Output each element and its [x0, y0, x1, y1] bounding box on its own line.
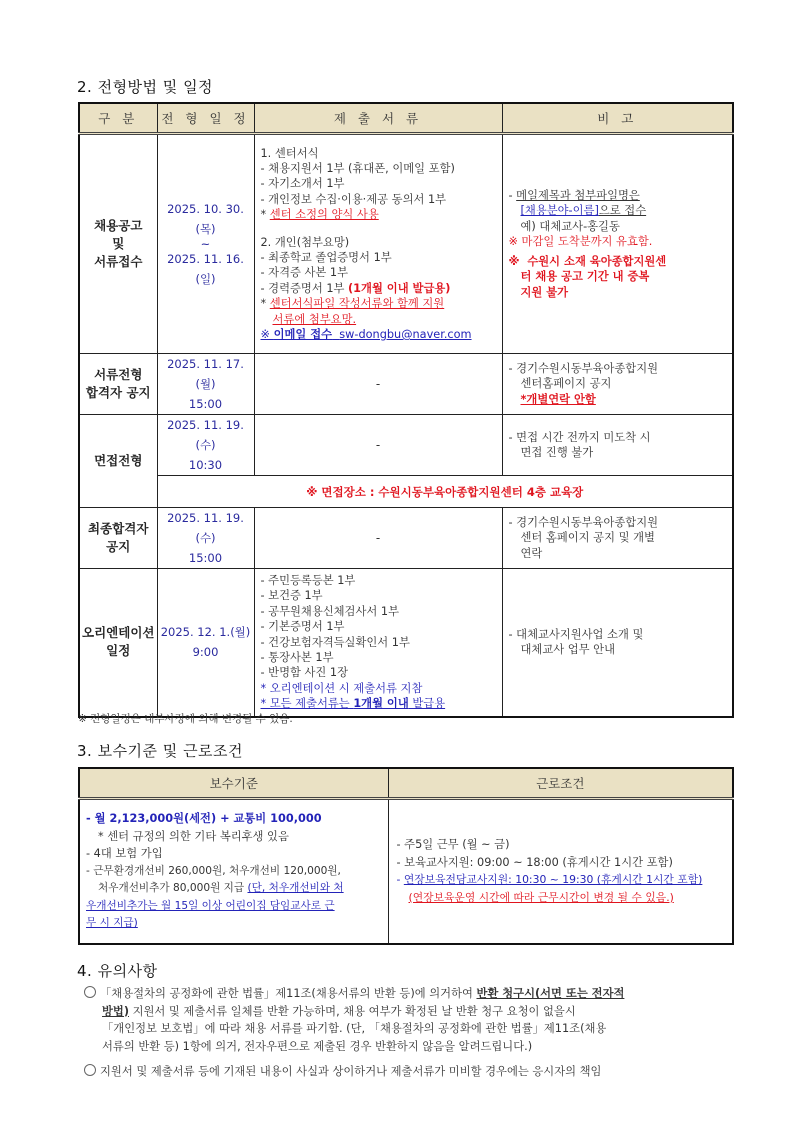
row-date: 2025. 10. 30.(목) ~ 2025. 11. 16.(일): [157, 134, 254, 354]
form-note: 센터 소정의 양식 사용: [269, 208, 379, 222]
header-documents: 제 출 서 류: [254, 103, 502, 134]
schedule-footnote: ※ 전형일정은 내부사정에 의해 변경될 수 있음.: [78, 713, 293, 725]
circle-bullet-icon: [84, 986, 96, 998]
salary-amount: - 월 2,123,000원(세전) + 교통비 100,000: [86, 812, 322, 825]
schedule-table: [78, 102, 734, 718]
row-notes: - 면접 시간 전까지 미도착 시 면접 진행 불가: [502, 415, 733, 476]
conditions-table: [78, 767, 734, 945]
row-date: 2025. 11. 19.(수) 15:00: [157, 508, 254, 569]
row-category: 채용공고 및 서류접수: [79, 134, 157, 354]
row-date: 2025. 11. 17.(월) 15:00: [157, 354, 254, 415]
section3-title: 3. 보수기준 및 근로조건: [77, 742, 244, 760]
table-row: [79, 134, 733, 354]
row-notes: - 경기수원시동부육아종합지원 센터홈페이지 공지 *개별연락 안함: [502, 354, 733, 415]
table-row: [79, 354, 733, 415]
header-notes: 비 고: [502, 103, 733, 134]
row-notes: - 대체교사지원사업 소개 및 대체교사 업무 안내: [502, 569, 733, 717]
table-row: [79, 476, 733, 508]
notice-item-2: 지원서 및 제출서류 등에 기재된 내용이 사실과 상이하거나 제출서류가 미비할 경우에는 응시자의 책임: [84, 1063, 734, 1081]
header-category: 구 분: [79, 103, 157, 134]
row-notes: - 메일제목과 첨부파일명은 [채용분야-이름]으로 접수 예) 대체교사-홍길동 ※ 마감일 도착분까지 유효함. ※ 수원시 소재 육아종합지원센 터 채용 공고 기간 내 중복 지원 불가: [502, 134, 733, 354]
section4-title: 4. 유의사항: [77, 962, 158, 980]
table-row: [79, 415, 733, 476]
table-row: [79, 508, 733, 569]
table-row: [79, 799, 733, 944]
section2-title: 2. 전형방법 및 일정: [77, 78, 214, 96]
conditions-header-row: [79, 768, 733, 799]
row-documents: 1. 센터서식 - 채용지원서 1부 (휴대폰, 이메일 포함) - 자기소개서 1부 - 개인정보 수집·이용·제공 동의서 1부 * 센터 소정의 양식 사용 2. 개인(첨부요망) - 최종학교 졸업증명서 1부 - 자격증 사본 1부 - 경력증명서 1부 (1개월 이내 발급용) * 센터서식파일 작성서류와 함께 지원 서류에 첨부요망. ※ 이메일 접수 sw-dongbu@naver.com: [254, 134, 502, 354]
row-documents: -: [254, 508, 502, 569]
row-category: 오리엔테이션 일정: [79, 569, 157, 717]
schedule-header-row: [79, 103, 733, 134]
row-category: 면접전형: [79, 415, 157, 508]
work-cell: - 주5일 근무 (월 ~ 금) - 보육교사지원: 09:00 ~ 18:00 (휴게시간 1시간 포함) - 연장보육전담교사지원: 10:30 ~ 19:30 (휴게시간 1시간 포함) (연장보육운영 시간에 따라 근무시간이 변경 될 수 있음.): [388, 799, 733, 944]
row-documents: -: [254, 415, 502, 476]
row-date: 2025. 11. 19.(수) 10:30: [157, 415, 254, 476]
row-documents: -: [254, 354, 502, 415]
notice-item-1: 「채용절차의 공정화에 관한 법률」제11조(채용서류의 반환 등)에 의거하여 반환 청구시(서면 또는 전자적 방법) 지원서 및 제출서류 일체를 반환 가능하며, 채용 여부가 확정된 날 반환 청구 요청이 없을시 「개인정보 보호법」에 따라 채용 서류를 파기함. (단, 「채용절차의 공정화에 관한 법률」제11조(채용 서류의 반환 등) 1항에 의거, 전자우편으로 제출된 경우 반환하지 않음을 알려드립니다.): [84, 985, 734, 1055]
row-date: 2025. 12. 1.(월) 9:00: [157, 569, 254, 717]
circle-bullet-icon: [84, 1064, 96, 1076]
header-salary: 보수기준: [79, 768, 388, 799]
table-row: [79, 569, 733, 717]
salary-cell: - 월 2,123,000원(세전) + 교통비 100,000 * 센터 규정의 의한 기타 복리후생 있음 - 4대 보험 가입 - 근무환경개선비 260,000원, 처우개선비 120,000원, 처우개선비추가 80,000원 지급 (단, 처우개선비와 처 우개선비추가는 월 15일 이상 어린이집 담임교사로 근 무 시 지급): [79, 799, 388, 944]
row-documents: - 주민등록등본 1부 - 보건증 1부 - 공무원채용신체검사서 1부 - 기본증명서 1부 - 건강보험자격득실확인서 1부 - 통장사본 1부 - 반명함 사진 1장 * 오리엔테이션 시 제출서류 지참 * 모든 제출서류는 1개월 이내 발급용: [254, 569, 502, 717]
header-work: 근로조건: [388, 768, 733, 799]
email-link[interactable]: sw-dongbu@naver.com: [339, 328, 472, 342]
header-schedule: 전 형 일 정: [157, 103, 254, 134]
row-category: 최종합격자 공지: [79, 508, 157, 569]
interview-venue: ※ 면접장소 : 수원시동부육아종합지원센터 4층 교육장: [157, 476, 733, 508]
row-notes: - 경기수원시동부육아종합지원 센터 홈페이지 공지 및 개별 연락: [502, 508, 733, 569]
row-category: 서류전형 합격자 공지: [79, 354, 157, 415]
